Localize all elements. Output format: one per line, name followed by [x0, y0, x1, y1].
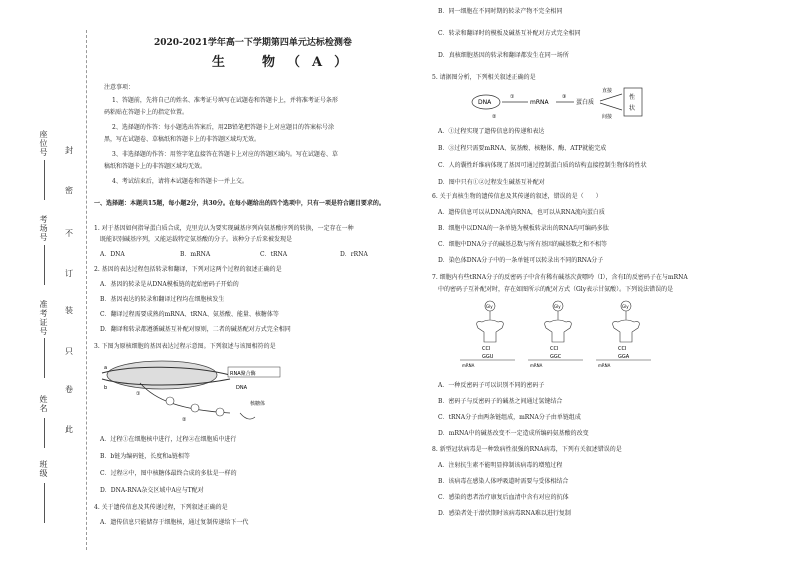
trna-2 [528, 301, 583, 368]
notice-line: 2、选择题的作答：每小题选出答案后，用2B铅笔把答题卡上对应题目的答案标号涂 [112, 124, 335, 131]
q2-option-a: A．基因的转录是从DNA模板链的起始密码子开始的 [100, 281, 239, 288]
seal-char-8: 此 [65, 425, 73, 434]
codon-label: GGC [550, 354, 562, 360]
binding-margin [0, 0, 100, 561]
q5-option-d: D．图中只有①②过程发生碱基互补配对 [438, 179, 545, 186]
fig3-label-1: ① [136, 391, 141, 397]
q8-stem: 8. 新型冠状病毒是一种致病性很强的RNA病毒，下列有关叙述错误的是 [432, 446, 622, 453]
notice-line: 4、考试结束后，请将本试题卷和答题卡一并上交。 [112, 178, 248, 185]
q2-stem: 2. 基因的表达过程包括转录和翻译，下列对这两个过程的叙述正确的是 [94, 266, 282, 273]
field-seat-number: 座位号 [39, 130, 48, 157]
q1-option-c: C．tRNA [260, 251, 288, 258]
ticket-number-line [44, 338, 45, 378]
fig3-label-ribosome: 核糖体 [250, 401, 266, 407]
section-heading: 一、选择题：本题共15题，每小题2分，共30分。在每小题给出的四个选项中，只有一项是符合题目要求的。 [94, 200, 385, 207]
q4-option-a: A．遗传信息只能储存于细胞核，通过复制传递给下一代 [100, 519, 249, 526]
seal-char-7: 卷 [65, 385, 73, 394]
seal-char-3: 不 [65, 229, 73, 238]
q2-option-b: B．基因表达的转录和翻译过程均在细胞核发生 [100, 296, 225, 303]
seal-char-2: 密 [65, 186, 73, 195]
q3-option-b: B．b链为编码链，长度和a链相等 [100, 453, 190, 460]
q8-option-c: C．感染的患者治疗康复后血清中含有对应的抗体 [438, 494, 569, 501]
fig5-label-1: ① [510, 94, 515, 100]
q4-option-d: D．真核细胞基因的转录和翻译都发生在同一场所 [438, 52, 569, 59]
seal-char-5: 装 [65, 306, 73, 315]
seal-char-1: 封 [65, 146, 73, 155]
q7-option-d: D．mRNA中的碱基改变不一定造成所编码氨基酸的改变 [438, 430, 589, 437]
trna-shape [545, 311, 572, 342]
mrna-label: mRNA [462, 363, 475, 368]
anticodon-label: CCI [482, 346, 491, 352]
field-name: 姓名 [39, 395, 48, 413]
q2-option-d: D．翻译和转录都遵循碱基互补配对原则，二者的碱基配对方式完全相同 [100, 326, 291, 333]
q4-option-b: B．同一细胞在不同时期的转录产物不完全相同 [438, 8, 563, 15]
q4-option-c: C．转录和翻译时的模板及碱基互补配对方式完全相同 [438, 30, 581, 37]
seat-number-line [44, 160, 45, 200]
trna-3 [596, 301, 651, 368]
seal-char-6: 只 [65, 347, 73, 356]
trna-shape [613, 311, 640, 342]
q5-stem: 5. 请据图分析，下列相关叙述正确的是 [432, 74, 536, 81]
room-number-line [44, 245, 45, 285]
q5-option-b: B．③过程只需要mRNA、氨基酸、核糖体、酶、ATP就能完成 [438, 145, 607, 152]
fig5-label-2: ② [492, 114, 497, 120]
fig5-label-3: ③ [562, 94, 567, 100]
field-class: 班级 [39, 460, 48, 478]
fig5-label-indirect: 间接 [602, 114, 613, 120]
q5-option-c: C．人的囊性纤维病体现了基因可通过控制蛋白质的结构直接控制生物体的性状 [438, 162, 647, 169]
q8-option-a: A．注射抗生素不能明显抑制该病毒的增殖过程 [438, 462, 563, 469]
notice-line: 3、非选择题的作答：用签字笔直接答在答题卡上对应的答题区域内。写在试题卷、草 [112, 151, 338, 158]
notice-line: 稿纸和答题卡上的非答题区域均无效。 [104, 163, 207, 170]
mrna-label: mRNA [598, 363, 611, 368]
fig5-label-trait-2: 状 [629, 105, 636, 112]
q6-option-b: B．细胞中以DNA的一条单链为模板转录出的RNA均可编码多肽 [438, 225, 609, 232]
q7-stem: 7. 细胞内有些tRNA分子的反密码子中含有稀有碱基次黄嘌呤（I），含有I的反密码子在与mRNA [432, 274, 688, 281]
q3-stem: 3. 下图为原核细胞的基因表达过程示意图。下列叙述与该图相符的是 [94, 343, 276, 350]
fig3-label-polymerase: RNA聚合酶 [230, 371, 256, 377]
codon-label: GGA [618, 354, 630, 360]
class-line [44, 483, 45, 523]
subject-title: 生 物（A） [212, 55, 360, 70]
q1-stem: 既能识别碱基序列，又能运载特定氨基酸的分子。该种分子后来被发现是 [100, 236, 293, 243]
q8-option-b: B．该病毒在感染人体呼吸道时需要与受体相结合 [438, 478, 569, 485]
notice-line: 黑，写在试题卷、草稿纸和答题卡上的非答题区域均无效。 [104, 136, 261, 143]
arrow-direct [600, 94, 622, 101]
q3-option-c: C．过程②中，图中核糖体最终合成的多肽是一样的 [100, 470, 237, 477]
fig5-label-direct: 直接 [602, 88, 613, 94]
q6-option-d: D．染色体DNA分子中的一条单链可以转录出不同的RNA分子 [438, 257, 604, 264]
codon-label: GGU [482, 354, 494, 360]
q5-option-a: A．①过程实现了遗传信息的传递和表达 [438, 128, 545, 135]
notice-heading: 注意事项： [104, 84, 135, 91]
gly-label: Gly [622, 304, 629, 309]
q3-option-a: A．过程①在细胞核中进行，过程②在细胞质中进行 [100, 436, 237, 443]
name-line [44, 418, 45, 448]
gly-label: Gly [554, 304, 561, 309]
notice-line: 1、答题前，先将自己的姓名、准考证号填写在试题卷和答题卡上，并将准考证号条形 [112, 97, 338, 104]
fig3-label-a: a [104, 365, 108, 371]
ribosome-1 [166, 397, 174, 405]
q7-option-b: B．密码子与反密码子的碱基之间通过氢键结合 [438, 398, 563, 405]
seal-char-4: 订 [65, 269, 73, 278]
notice-line: 码粘贴在答题卡上的指定位置。 [104, 109, 189, 116]
q6-stem: 6. 关于真核生物的遗传信息及其传递的叙述，错误的是（ ） [432, 193, 602, 200]
fig3-label-b: b [104, 385, 108, 391]
exam-title: 2020-2021学年高一下学期第四单元达标检测卷 [154, 38, 352, 48]
q7-stem: 中的密码子互补配对时，存在如图所示的配对方式（Gly表示甘氨酸）。下列说法错误的是 [438, 286, 674, 293]
ribosome-3 [216, 408, 224, 416]
trna-shape [477, 311, 504, 342]
trna-pairing-figure [460, 298, 660, 368]
q1-option-b: B．mRNA [180, 251, 211, 258]
trna-1 [460, 301, 515, 368]
gly-label: Gly [486, 304, 493, 309]
field-ticket-number: 准考证号 [39, 300, 48, 336]
q7-option-a: A．一种反密码子可以识别不同的密码子 [438, 382, 545, 389]
fig5-label-dna: DNA [478, 99, 492, 106]
fig3-label-dna: DNA [236, 385, 248, 391]
q4-stem: 4. 关于遗传信息及其传递过程，下列叙述正确的是 [94, 504, 228, 511]
seal-dashed-line [86, 30, 87, 550]
q8-option-d: D．感染者处于潜伏期时该病毒RNA难以进行复制 [438, 510, 571, 517]
q1-stem: 1. 对于基因如何指导蛋白质合成，克里克认为要实现碱基序列向氨基酸序列的转换，一定存在一种 [94, 225, 354, 232]
mrna-label: mRNA [530, 363, 543, 368]
fig5-label-protein: 蛋白质 [576, 99, 595, 106]
anticodon-label: CCI [618, 346, 627, 352]
anticodon-label: CCI [550, 346, 559, 352]
polypeptide [240, 413, 255, 419]
fig3-label-2: ② [182, 417, 187, 423]
field-room-number: 考场号 [39, 215, 48, 242]
q6-option-c: C．细胞中DNA分子的碱基总数与所有基因的碱基数之和不相等 [438, 241, 607, 248]
transcription-translation-figure [100, 355, 285, 427]
q7-option-c: C．tRNA分子由两条链组成，mRNA分子由单链组成 [438, 414, 581, 421]
q3-option-d: D．DNA-RNA杂交区域中A应与T配对 [100, 487, 204, 494]
central-dogma-figure [470, 84, 650, 122]
fig5-label-trait-1: 性 [629, 94, 636, 101]
q2-option-c: C．翻译过程需要成熟的mRNA、tRNA、氨基酸、能量、核糖体等 [100, 311, 279, 318]
q6-option-a: A．遗传信息可以从DNA流向RNA，也可以从RNA流向蛋白质 [438, 209, 605, 216]
fig5-label-mrna: mRNA [530, 99, 549, 106]
ribosome-2 [191, 404, 199, 412]
q1-option-d: D．rRNA [340, 251, 368, 258]
arrow-indirect [600, 103, 622, 110]
q1-option-a: A．DNA [100, 251, 125, 258]
